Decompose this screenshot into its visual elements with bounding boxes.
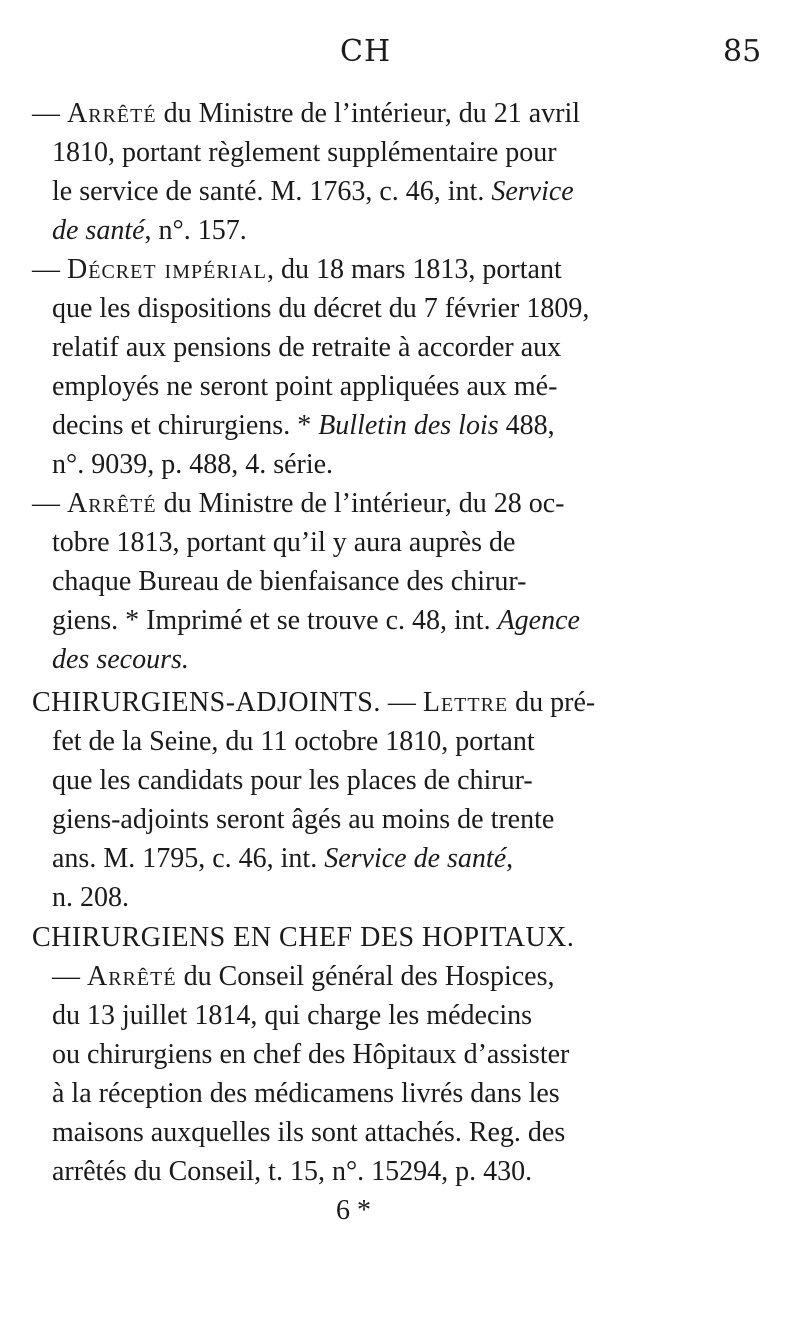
text-run: à la réception des médicamens livrés dans les: [52, 1078, 560, 1109]
text-line: [32, 94, 580, 134]
text-line: [52, 1074, 560, 1114]
text-run: 488,: [498, 410, 555, 441]
text-run: du 13 juillet 1814, qui charge les médecins: [52, 1000, 533, 1031]
text-run: 1810, portant règlement supplémentaire pour: [52, 137, 557, 168]
text-run: ou chirurgiens en chef des Hôpitaux d’assister: [52, 1039, 570, 1070]
text-line: [52, 640, 189, 680]
text-run: ,: [506, 843, 514, 874]
text-line: [52, 1035, 569, 1075]
page-number: 85: [723, 34, 762, 69]
source-title: Agence: [497, 605, 580, 636]
text-line: [52, 1113, 565, 1153]
text-run: du Ministre de l’intérieur, du 21 avril: [156, 98, 581, 129]
text-run: le service de santé. M. 1763, c. 46, int.: [52, 176, 492, 207]
text-run: —: [32, 488, 67, 519]
source-title: des secours.: [52, 644, 189, 675]
text-run: —: [380, 687, 423, 718]
text-line: [52, 996, 532, 1036]
text-line: [32, 484, 564, 524]
text-line: [52, 328, 561, 368]
text-line: [52, 133, 557, 173]
text-line: [52, 406, 555, 446]
act-type: Arrêté: [67, 488, 157, 519]
page-header: [0, 34, 800, 74]
text-run: arrêtés du Conseil, t. 15, n°. 15294, p. 430.: [52, 1156, 533, 1187]
text-run: —: [32, 98, 67, 129]
act-type: Arrêté: [67, 98, 157, 129]
text-run: n. 208.: [52, 882, 129, 913]
source-title: Service de santé: [324, 843, 507, 874]
text-line: [52, 761, 533, 801]
text-line: [52, 289, 589, 329]
text-run: , n°. 157.: [144, 215, 247, 246]
text-run: decins et chirurgiens. *: [52, 410, 319, 441]
text-run: , du 18 mars 1813, portant: [267, 254, 562, 285]
text-line: [52, 445, 333, 485]
text-line: [52, 172, 574, 212]
text-run: giens-adjoints seront âgés au moins de trente: [52, 804, 555, 835]
text-run: tobre 1813, portant qu’il y aura auprès de: [52, 527, 516, 558]
act-type: Arrêté: [87, 961, 177, 992]
act-type: Décret impérial: [67, 254, 267, 285]
text-line: [52, 800, 554, 840]
text-run: ans. M. 1795, c. 46, int.: [52, 843, 325, 874]
text-run: employés ne seront point appliquées aux mé-: [52, 371, 558, 402]
text-line: [52, 523, 515, 563]
entry-heading: CHIRURGIENS EN CHEF DES HOPITAUX.: [32, 922, 575, 953]
source-title: Bulletin des lois: [318, 410, 499, 441]
text-run: du Ministre de l’intérieur, du 28 oc-: [156, 488, 565, 519]
text-line: [52, 562, 526, 602]
text-run: relatif aux pensions de retraite à accorder aux: [52, 332, 562, 363]
running-title: CH: [340, 34, 392, 69]
text-line: [52, 878, 129, 918]
text-run: que les candidats pour les places de chirur-: [52, 765, 533, 796]
text-line: [52, 722, 535, 762]
text-line: [52, 601, 580, 641]
text-run: —: [32, 254, 67, 285]
text-line: [52, 957, 554, 997]
text-run: n°. 9039, p. 488, 4. série.: [52, 449, 334, 480]
text-line: [52, 1152, 532, 1192]
text-line: [32, 250, 562, 290]
text-line: [52, 367, 557, 407]
text-run: maisons auxquelles ils sont attachés. Reg. des: [52, 1117, 566, 1148]
text-line: [32, 918, 574, 958]
text-line: [52, 211, 247, 251]
text-run: fet de la Seine, du 11 octobre 1810, portant: [52, 726, 535, 757]
text-run: giens. * Imprimé et se trouve c. 48, int.: [52, 605, 498, 636]
text-run: du pré-: [508, 687, 596, 718]
text-run: que les dispositions du décret du 7 février 1809,: [52, 293, 590, 324]
text-run: 6 *: [336, 1195, 371, 1226]
text-line: [52, 839, 513, 879]
text-run: chaque Bureau de bienfaisance des chirur-: [52, 566, 527, 597]
entry-heading: CHIRURGIENS-ADJOINTS.: [32, 687, 381, 718]
text-run: —: [52, 961, 87, 992]
act-type: Lettre: [422, 687, 509, 718]
text-run: du Conseil général des Hospices,: [176, 961, 555, 992]
text-line: [32, 683, 595, 723]
source-title: de santé: [52, 215, 145, 246]
text-line: [336, 1191, 371, 1231]
source-title: Service: [491, 176, 574, 207]
